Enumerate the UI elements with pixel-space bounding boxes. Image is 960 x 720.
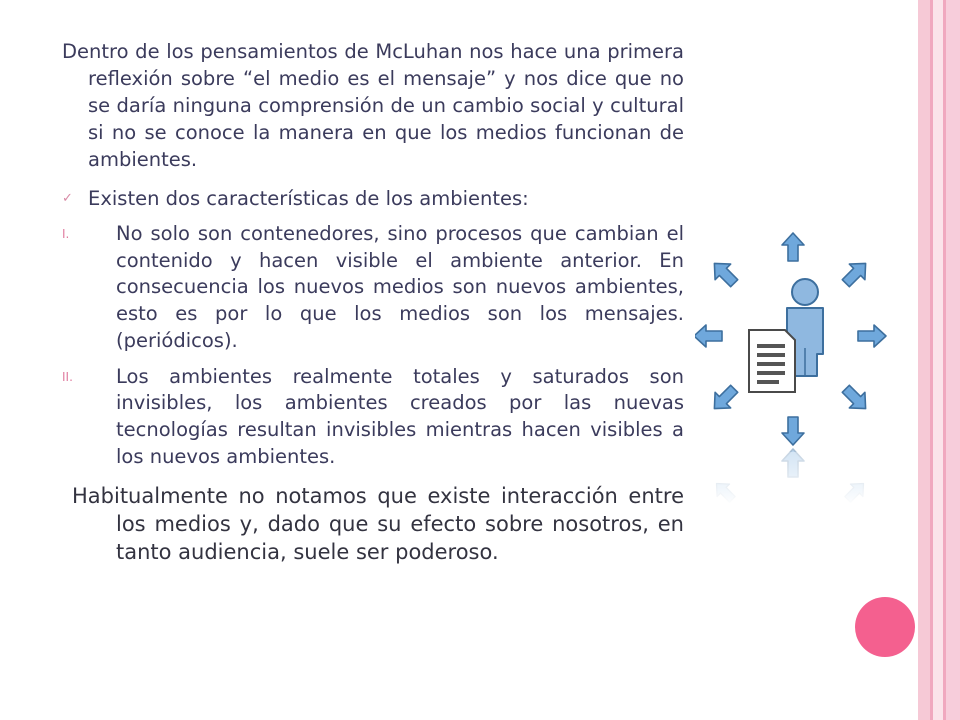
list-marker: II.	[62, 369, 73, 384]
check-item-text: Existen dos características de los ambientes:	[88, 187, 529, 210]
side-band	[946, 0, 960, 720]
arrow-downright-icon	[838, 381, 873, 416]
list-item-text: No solo son contenedores, sino procesos que cambian el contenido y hacen visible el ambiente anterior. En consecuencia los nuevos medios son nuevos ambientes, esto es por lo que los medios son los mensajes. (periódicos).	[116, 222, 684, 352]
list-item	[62, 364, 684, 471]
arrow-upright-icon	[838, 256, 873, 291]
check-item	[62, 185, 684, 212]
list-marker: I.	[62, 227, 70, 241]
list-item	[62, 221, 684, 355]
decorative-circle	[855, 597, 915, 657]
arrow-right-icon	[858, 325, 886, 347]
arrow-up-icon	[782, 233, 804, 261]
side-band	[933, 0, 943, 720]
list-item-text: Los ambientes realmente totales y saturados son invisibles, los ambientes creados por las nuevas tecnologías resultan invisibles mientras hacen visibles a los nuevos ambientes.	[116, 364, 684, 468]
checkmark-icon: ✓	[62, 191, 73, 206]
side-band	[918, 0, 930, 720]
arrow-upleft-icon	[707, 256, 742, 291]
slide-body	[62, 38, 684, 587]
intro-paragraph: Dentro de los pensamientos de McLuhan nos hace una primera reflexión sobre “el medio es el mensaje” y nos dice que no se daría ninguna comprensión de un cambio social y cultural si no se conoce la manera en que los medios funcionan de ambientes.	[62, 40, 684, 171]
closing-paragraph: Habitualmente no notamos que existe interacción entre los medios y, dado que su efecto sobre nosotros, en tanto audiencia, suele ser poderoso.	[72, 484, 684, 565]
arrow-downleft-icon	[707, 381, 742, 416]
arrow-left-icon	[695, 325, 722, 347]
arrow-down-icon	[782, 417, 804, 445]
person-document-arrows-icon	[695, 228, 895, 506]
